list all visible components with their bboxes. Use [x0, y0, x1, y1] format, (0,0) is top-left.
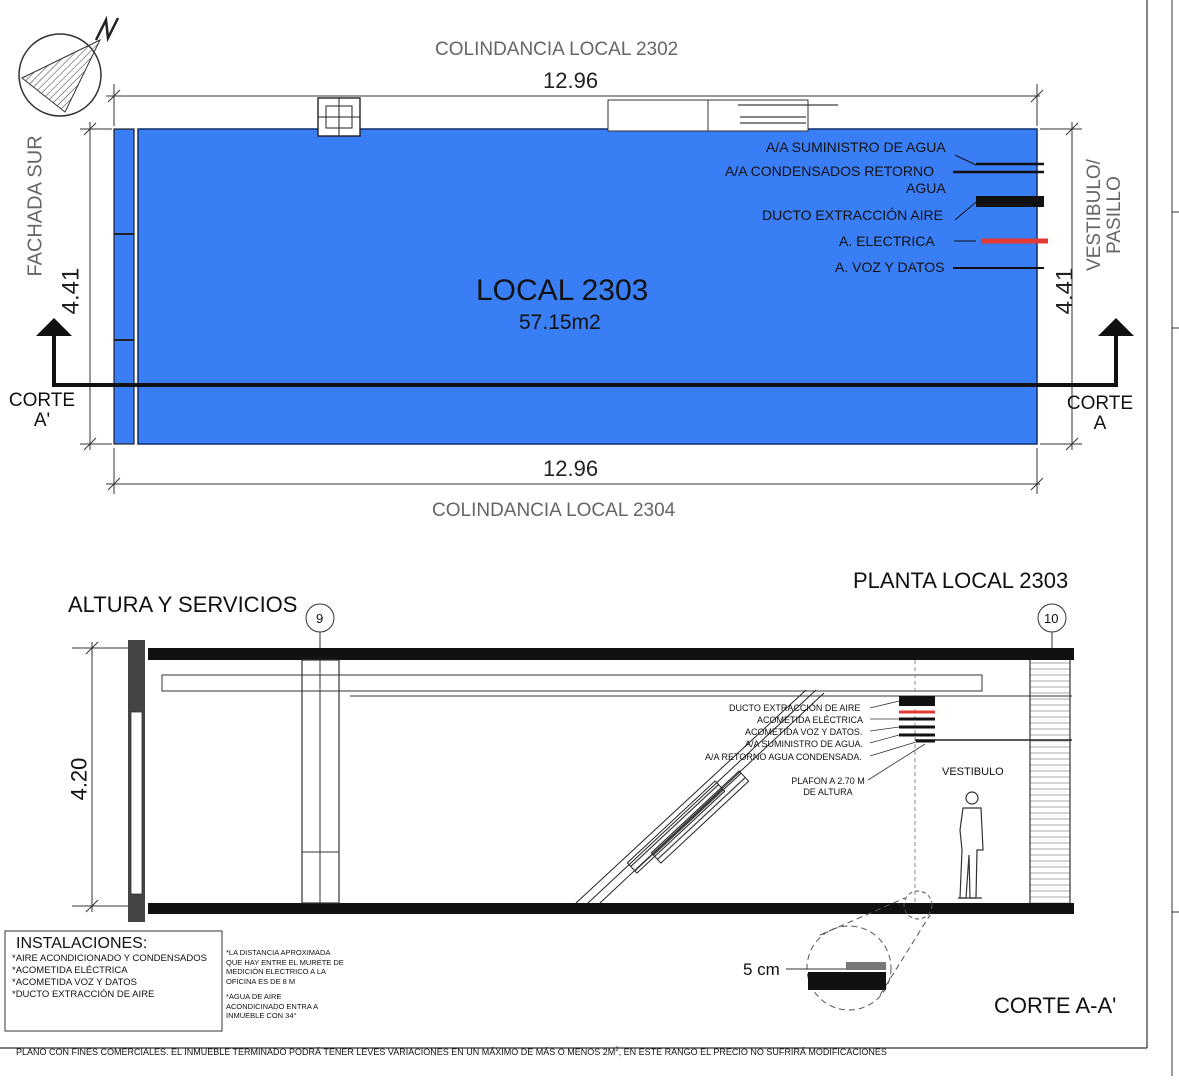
bottom-neighbor-label: COLINDANCIA LOCAL 2304 [432, 500, 676, 521]
service-aa-condensate-2: AGUA [906, 180, 946, 196]
note1-line-1: *LA DISTANCIA APROXIMADA [226, 948, 331, 957]
section-title: CORTE A-A' [994, 993, 1117, 1018]
service-aa-water: A/A SUMINISTRO DE AGUA [766, 139, 946, 155]
service-aa-condensate: A/A CONDENSADOS RETORNO [725, 163, 935, 179]
footer-sup: 2 [615, 1047, 619, 1053]
dim-bottom-label: 12.96 [543, 456, 599, 481]
corte-right-line-1: CORTE [1066, 393, 1134, 414]
note1-line-3: MEDICIÓN ELECTRICO A LA [226, 967, 327, 976]
footer-note [16, 1047, 887, 1057]
plafon-line-2: DE ALTURA [803, 787, 853, 797]
service-voice-data: A. VOZ Y DATOS [835, 259, 945, 275]
left-facade-label: FACHADA SUR [24, 135, 47, 277]
dim-top-label: 12.96 [543, 68, 599, 93]
local-area: 57.15m2 [519, 311, 601, 334]
legend-item-2: *ACOMETIDA ELÉCTRICA [12, 965, 128, 976]
legend-note-2 [226, 992, 318, 1021]
detail-dim-label: 5 cm [743, 960, 780, 979]
legend-item-1: *AIRE ACONDICIONADO Y CONDENSADOS [12, 953, 207, 964]
column-plan [318, 98, 360, 136]
section-service-voice: ACOMETIDA VOZ Y DATOS. [745, 727, 863, 737]
section-service-electric: ACOMETIDA ELÉCTRICA [757, 715, 864, 725]
corte-right-label [1060, 394, 1140, 434]
note2-line-2: ACONDICINADO ENTRA A [226, 1001, 319, 1011]
right-side-line-1: VESTIBULO/ [1084, 159, 1105, 271]
legend [12, 935, 222, 1001]
dim-left-label: 4.41 [57, 267, 85, 315]
plan-title: PLANTA LOCAL 2303 [853, 568, 1069, 593]
plafon-line-1: PLAFON A 2.70 M [791, 776, 865, 786]
note2-line-3: INMUEBLE CON 34° [226, 1011, 297, 1020]
height-dim-label: 4.20 [66, 757, 92, 801]
legend-item-4: *DUCTO EXTRACCIÓN DE AIRE [12, 989, 155, 1000]
corte-left-line-2: A' [33, 410, 51, 431]
ducts-plan [608, 100, 838, 131]
corte-left-line-1: CORTE [8, 390, 76, 411]
note2-line-1: *AGUA DE AIRE [226, 992, 282, 1001]
local-name: LOCAL 2303 [476, 274, 649, 307]
footer-text: PLANO CON FINES COMERCIALES. EL INMUEBLE TERMINADO PODRÁ TENER LEVES VARIACIONES EN UN MÁXIMO DE MÁS O MENOS 2M [16, 1047, 616, 1057]
corte-right-line-2: A [1093, 413, 1107, 434]
axis-9-label: 9 [316, 611, 324, 626]
legend-note-1 [226, 948, 344, 986]
dim-right-label: 4.41 [1051, 267, 1079, 315]
right-side-label [1085, 150, 1125, 280]
section-service-condensate: A/A RETORNO AGUA CONDENSADA. [705, 752, 862, 762]
north-arrow-icon [19, 18, 118, 116]
corte-left-label [4, 391, 80, 431]
note1-line-2: QUE HAY ENTRE EL MURETE DE [226, 957, 344, 967]
footer-text-2: , EN ESTE RANGO EL PRECIO NO SUFRIRÁ MODIFICACIONES [618, 1047, 887, 1057]
right-side-line-2: PASILLO [1104, 176, 1125, 254]
legend-item-3: *ACOMETIDA VOZ Y DATOS [12, 977, 137, 988]
legend-title: INSTALACIONES: [16, 935, 148, 952]
service-air-duct: DUCTO EXTRACCIÓN AIRE [762, 207, 943, 223]
section-service-water: A/A SUMINISTRO DE AGUA. [745, 739, 864, 749]
service-lines-section [868, 696, 935, 780]
axis-10-label: 10 [1044, 611, 1059, 626]
vestibulo-label: VESTIBULO [942, 766, 1004, 778]
note1-line-4: OFICINA ES DE 8 M [226, 976, 296, 986]
section-subtitle: ALTURA Y SERVICIOS [68, 592, 298, 617]
person-figure-icon [958, 792, 983, 898]
facade-window [114, 129, 134, 444]
plafon-label [786, 776, 870, 798]
service-electric: A. ELECTRICA [839, 233, 935, 249]
section-service-duct: DUCTO EXTRACCIÓN DE AIRE [729, 703, 861, 713]
top-neighbor-label: COLINDANCIA LOCAL 2302 [435, 39, 679, 60]
